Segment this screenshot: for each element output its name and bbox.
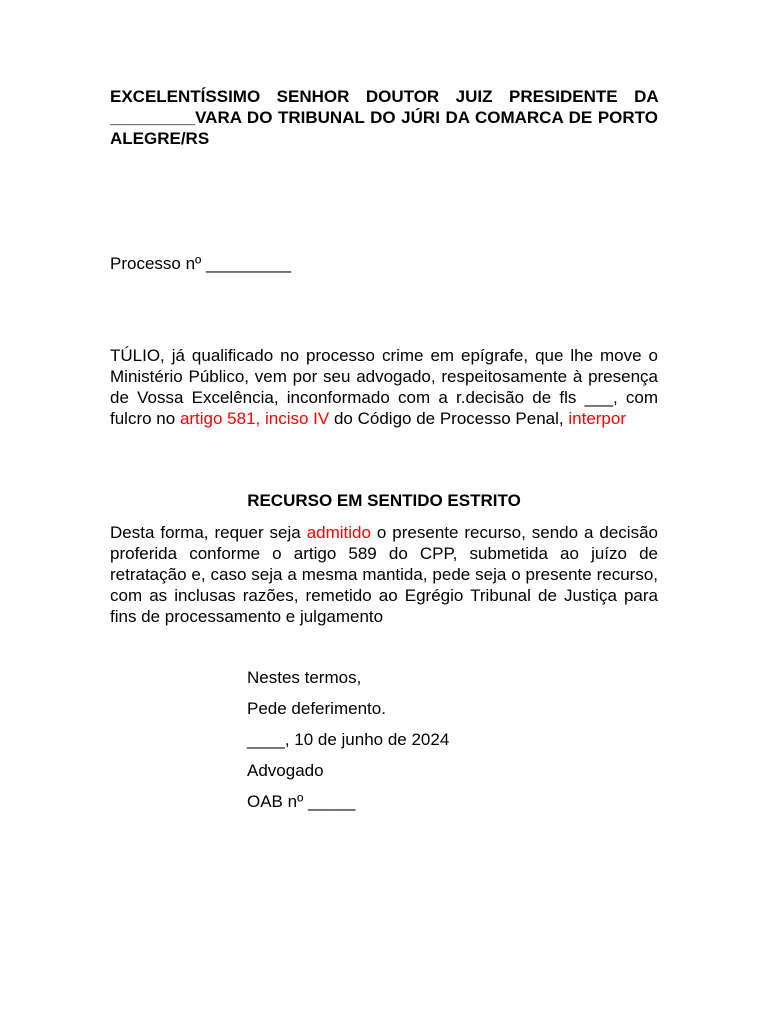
- interpor-word: interpor: [568, 409, 626, 428]
- oab-number: OAB nº _____: [247, 792, 356, 811]
- request-text-start: Desta forma, requer seja: [110, 523, 307, 542]
- header-line-3: PORTO ALEGRE/RS: [110, 108, 658, 148]
- signature-lawyer: Advogado: [247, 761, 324, 780]
- header-line-1: EXCELENTÍSSIMO SENHOR DOUTOR JUIZ PRESIDENTE DA: [110, 87, 658, 106]
- request-text-end: o presente recurso, sendo a decisão proferida conforme o artigo 589 do CPP, submetida ao juízo de retratação e, caso seja a mesma mantida, pede seja o presente recurso, com as inclusas razões, remetido ao Egrégio Tribunal de Justiça para fins de processamento e julgamento: [110, 523, 658, 626]
- closing-date: ____, 10 de junho de 2024: [247, 730, 450, 749]
- request-paragraph: [110, 522, 658, 627]
- article-reference: artigo 581, inciso IV: [179, 409, 330, 428]
- petition-header: [110, 86, 658, 149]
- admitido-word: admitido: [306, 523, 371, 542]
- process-number: Processo nº _________: [110, 254, 292, 273]
- section-title: RECURSO EM SENTIDO ESTRITO: [247, 491, 521, 510]
- closing-terms: Nestes termos,: [247, 668, 362, 687]
- closing-request: Pede deferimento.: [247, 699, 386, 718]
- header-line-2: _________VARA DO TRIBUNAL DO JÚRI DA COMARCA DE: [110, 108, 593, 127]
- intro-paragraph: [110, 345, 658, 429]
- intro-text-start: TÚLIO, já qualificado no processo crime em epígrafe, que lhe move o Ministério Público, vem por seu advogado, respeitosamente à presença de Vossa Excelência, inconformado com a r.decisão de fls ___, com fulcro no: [110, 346, 658, 428]
- intro-text-middle: do Código de Processo Penal,: [329, 409, 569, 428]
